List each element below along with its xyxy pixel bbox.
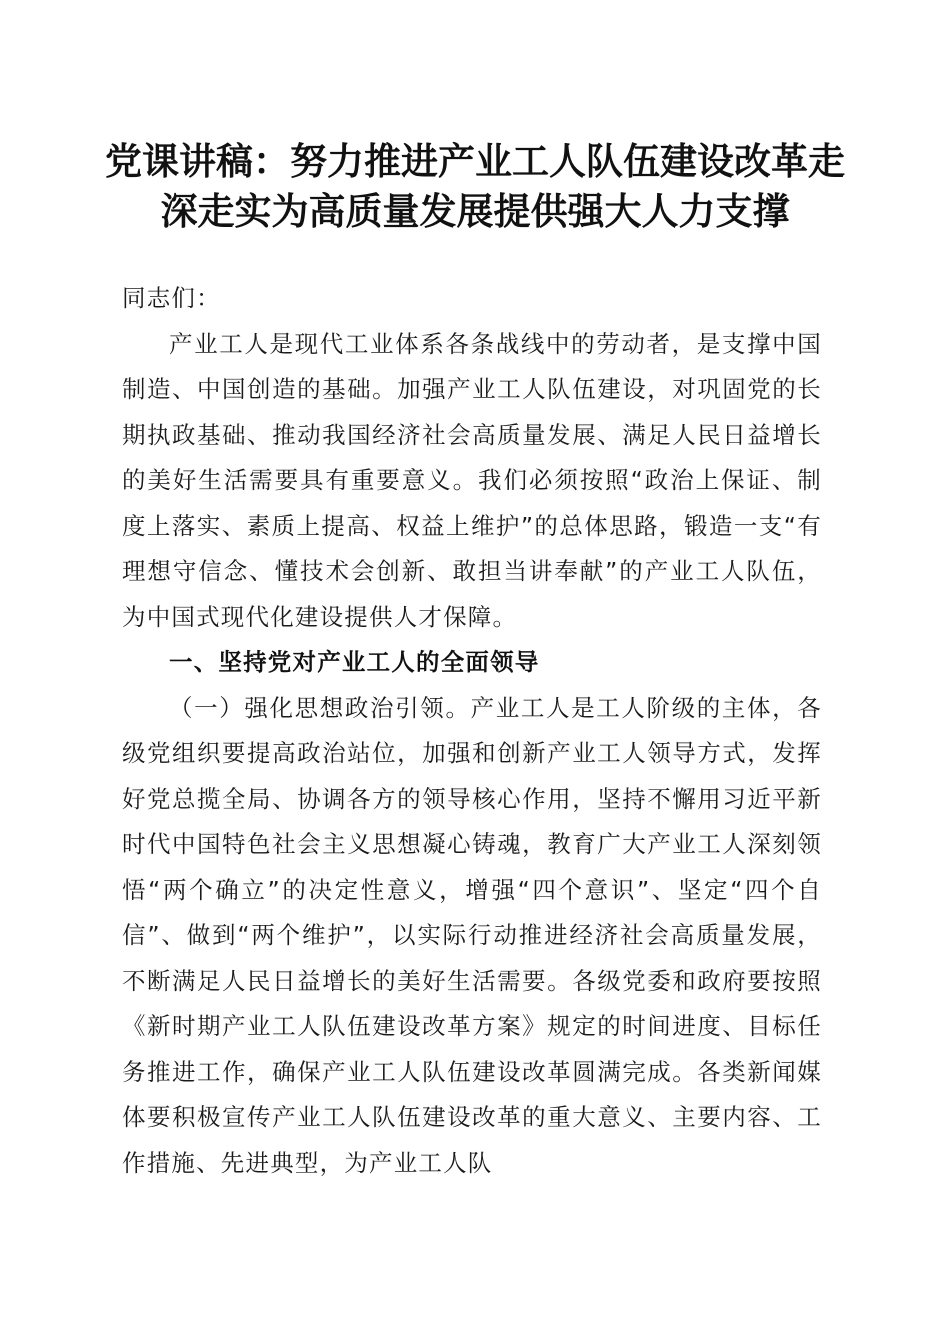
section-heading-1: 一、坚持党对产业工人的全面领导	[169, 648, 540, 676]
subsection-text-1: 产业工人是工人阶级的主体，各级党组织要提高政治站位，加强和创新产业工人领导方式，发挥好党总揽全局、协调各方的领导核心作用，坚持不懈用习近平新时代中国特色社会主义思想凝心铸魂，教育广大产业工人深刻领悟“两个确立”的决定性意义，增强“四个意识”、坚定“四个自信”、做到“两个维护”，以实际行动推进经济社会高质量发展，不断满足人民日益增长的美好生活需要。各级党委和政府要按照《新时期产业工人队伍建设改革方案》规定的时间进度、目标任务推进工作，确保产业工人队伍建设改革圆满完成。各类新闻媒体要积极宣传产业工人队伍建设改革的重大意义、主要内容、工作措施、先进典型，为产业工人队	[122, 693, 822, 1177]
salutation: 同志们：	[122, 284, 221, 312]
title-line-1: 党课讲稿：努力推进产业工人队伍建设改革走	[105, 139, 845, 183]
subsection-paragraph-1	[122, 686, 822, 1187]
document-title	[100, 136, 850, 236]
title-line-2: 深走实为高质量发展提供强大人力支撑	[160, 189, 790, 233]
document-body	[122, 276, 822, 1186]
subsection-label-1: （一）强化思想政治引领。	[169, 693, 471, 722]
intro-paragraph: 产业工人是现代工业体系各条战线中的劳动者，是支撑中国制造、中国创造的基础。加强产业工人队伍建设，对巩固党的长期执政基础、推动我国经济社会高质量发展、满足人民日益增长的美好生活需要具有重要意义。我们必须按照“政治上保证、制度上落实、素质上提高、权益上维护”的总体思路，锻造一支“有理想守信念、懂技术会创新、敢担当讲奉献”的产业工人队伍，为中国式现代化建设提供人才保障。	[122, 329, 822, 631]
